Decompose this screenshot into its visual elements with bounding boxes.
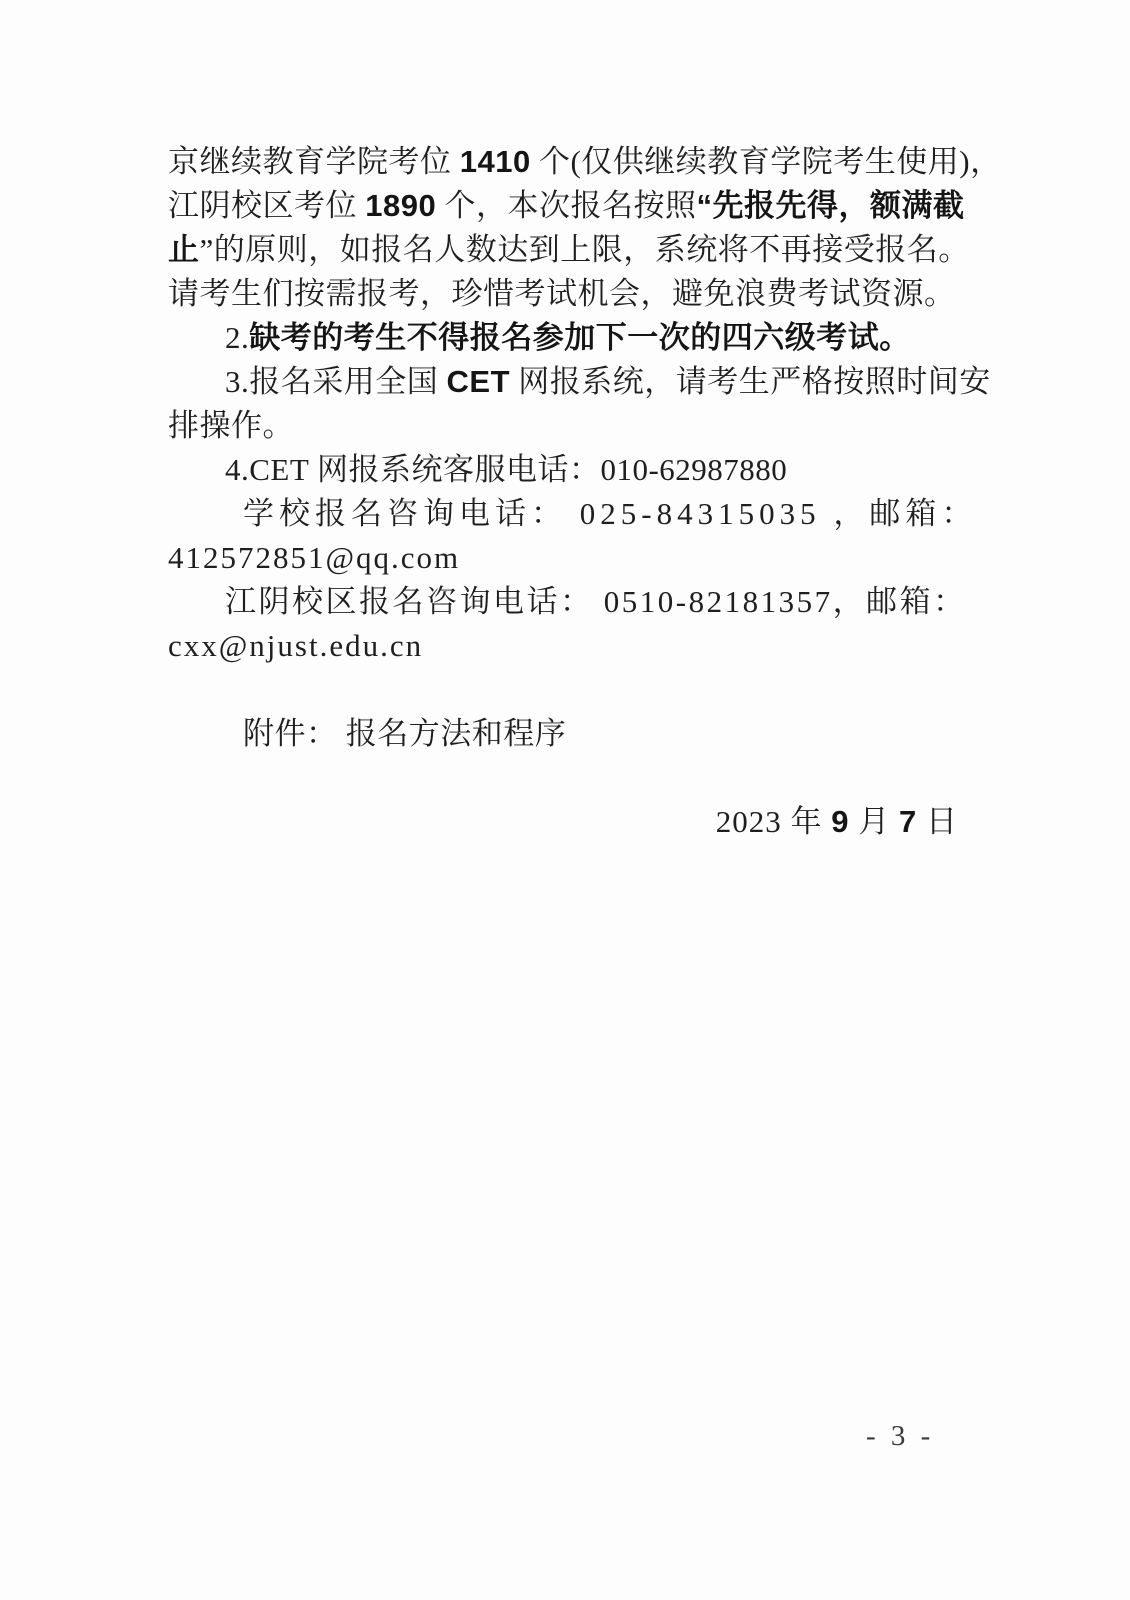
item-number: 2. xyxy=(225,320,250,355)
jiangyin-email-line xyxy=(168,624,958,668)
date-line xyxy=(168,800,958,844)
paragraph-quota-line-2 xyxy=(168,184,965,228)
text-segment: 京继续教育学院考位 xyxy=(168,144,460,179)
text-segment: 江阴校区考位 xyxy=(168,188,366,223)
paragraph-quota-line-4 xyxy=(168,272,958,316)
date-year: 2023 xyxy=(715,804,782,839)
jiangyin-contact-line xyxy=(168,580,967,624)
quota-number-1410: 1410 xyxy=(459,144,531,179)
hotline-text: 4.CET 网报系统客服电话：010-62987880 xyxy=(225,452,788,487)
document-body xyxy=(168,140,1002,844)
jiangyin-email-text: cxx@njust.edu.cn xyxy=(168,628,424,663)
item-3-cet-system-line-1 xyxy=(168,360,991,404)
attachment-text: 附件： 报名方法和程序 xyxy=(243,716,567,751)
school-email-text: 412572851@qq.com xyxy=(168,540,461,575)
emphasis-first-come-first-served-cont: 止 xyxy=(168,232,200,267)
date-year-unit: 年 xyxy=(781,804,832,839)
paragraph-quota-line-1 xyxy=(168,140,1002,184)
item-2-absent-rule xyxy=(168,316,958,360)
item-4-hotline xyxy=(168,448,958,492)
date-day: 7 xyxy=(899,804,918,839)
text-segment: 个(仅供继续教育学院考生使用)， xyxy=(530,144,1002,179)
text-segment: 请考生们按需报考，珍惜考试机会，避免浪费考试资源。 xyxy=(168,276,956,311)
date-month: 9 xyxy=(831,804,850,839)
text-segment: 网报系统，请考生严格按照时间安 xyxy=(510,364,991,399)
school-email-line xyxy=(168,536,958,580)
blank-line xyxy=(168,668,958,712)
jiangyin-phone-text: 江阴校区报名咨询电话： 0510-82181357，邮箱： xyxy=(225,584,967,619)
item-3-cet-system-line-2 xyxy=(168,404,958,448)
school-phone-text: 学校报名咨询电话： 025-84315035 ，邮箱： xyxy=(243,496,978,531)
emphasis-first-come-first-served: “先报先得，额满截 xyxy=(696,188,965,223)
quota-number-1890: 1890 xyxy=(365,188,437,223)
text-segment: 个，本次报名按照 xyxy=(436,188,697,223)
paragraph-quota-line-3 xyxy=(168,228,970,272)
date-day-unit: 日 xyxy=(917,804,958,839)
text-segment: 3.报名采用全国 xyxy=(225,364,447,399)
school-contact-line xyxy=(168,492,978,536)
text-segment: 排操作。 xyxy=(168,408,294,443)
cet-acronym: CET xyxy=(446,364,510,399)
page-number: - 3 - xyxy=(866,1420,935,1452)
blank-line xyxy=(168,756,958,800)
date-month-unit: 月 xyxy=(849,804,899,839)
emphasis-absent-rule: 缺考的考生不得报名参加下一次的四六级考试。 xyxy=(249,320,911,355)
attachment-line xyxy=(168,712,958,756)
text-segment: ”的原则，如报名人数达到上限，系统将不再接受报名。 xyxy=(199,232,970,267)
